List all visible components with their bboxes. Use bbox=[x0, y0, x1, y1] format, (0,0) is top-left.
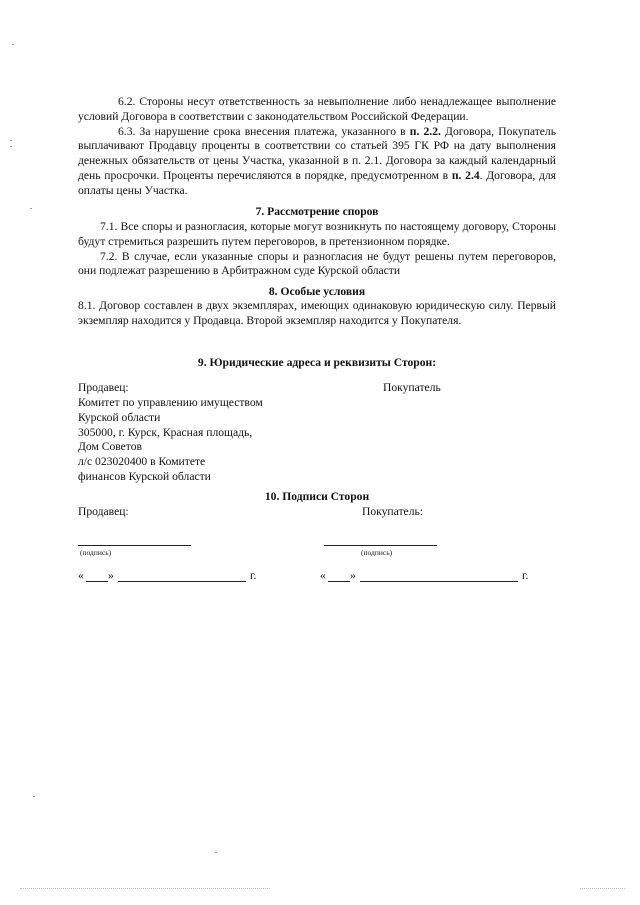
clause-8-1: 8.1. Договор составлен в двух экземплярах, имеющих одинаковую юридическую силу. Первый экземпляр находится у Продавца. Второй экземпляр находится у Покупателя. bbox=[78, 299, 556, 327]
section-9-title: 9. Юридические адреса и реквизиты Сторон: bbox=[197, 356, 437, 369]
seller-signature-label: Продавец: bbox=[78, 505, 129, 518]
clause-7-2: 7.2. В случае, если указанные споры и разногласия не будут решены путем переговоров, они подлежат разрешению в Арбитражном суде Курской области bbox=[78, 249, 556, 278]
clause-6-2: 6.2. Стороны несут ответственность за невыполнение либо ненадлежащее выполнение условий Договора в соответствии с законодательством Российской Федерации. bbox=[78, 95, 556, 123]
seller-date-year-suffix: г. bbox=[250, 569, 257, 582]
buyer-date-day-line bbox=[328, 581, 350, 582]
seller-signature-line bbox=[78, 545, 191, 546]
seller-line: Курской области bbox=[78, 410, 161, 424]
buyer-date-quote-close: » bbox=[350, 569, 356, 582]
section-7-title: 7. Рассмотрение споров bbox=[255, 205, 379, 218]
buyer-signature-caption: (подпись) bbox=[361, 548, 393, 557]
section-10-title: 10. Подписи Сторон bbox=[264, 490, 370, 503]
buyer-date-year-suffix: г. bbox=[522, 569, 529, 582]
scan-edge-artifact bbox=[20, 888, 270, 890]
clause-7-1: 7.1. Все споры и разногласия, которые могут возникнуть по настоящему договору, Стороны будут стремиться разрешить путем переговоров, в претензионном порядке. bbox=[78, 220, 556, 248]
buyer-date-quote-open: « bbox=[320, 569, 326, 582]
scan-speck bbox=[30, 208, 32, 209]
seller-line: финансов Курской области bbox=[78, 469, 211, 483]
seller-date-day-line bbox=[86, 581, 108, 582]
scan-speck bbox=[12, 44, 14, 45]
scan-edge-artifact bbox=[580, 888, 625, 890]
buyer-date-month-line bbox=[360, 581, 518, 582]
section-8-title: 8. Особые условия bbox=[268, 285, 366, 298]
scan-speck bbox=[10, 146, 12, 147]
seller-date-quote-close: » bbox=[108, 569, 114, 582]
scan-speck bbox=[33, 796, 35, 797]
seller-date-quote-open: « bbox=[78, 569, 84, 582]
seller-line: Комитет по управлению имуществом bbox=[78, 396, 263, 409]
seller-signature-caption: (подпись) bbox=[80, 548, 112, 557]
seller-requisites-label: Продавец: bbox=[78, 381, 129, 394]
seller-date-month-line bbox=[118, 581, 246, 582]
buyer-signature-label: Покупатель: bbox=[362, 505, 423, 518]
seller-line: л/с 023020400 в Комитете bbox=[78, 455, 206, 469]
scan-speck bbox=[215, 852, 217, 853]
scan-speck bbox=[10, 140, 12, 141]
buyer-requisites-label: Покупатель bbox=[383, 381, 441, 394]
seller-requisites bbox=[78, 396, 263, 485]
section-6 bbox=[78, 95, 556, 199]
buyer-signature-line bbox=[324, 545, 437, 546]
clause-6-3: 6.3. За нарушение срока внесения платежа, указанного в п. 2.2. Договора, Покупатель выплачивают Продавцу проценты в соответствии со статьей 395 ГК РФ на дату выполнения денежных обязательств от цены Участка, указанной в п. 2.1. Договора за каждый календарный день просрочки. Проценты перечисляются в порядке, предусмотренном в п. 2.4. Договора, для оплаты цены Участка. bbox=[78, 124, 556, 197]
seller-line: 305000, г. Курск, Красная площадь, bbox=[78, 425, 253, 439]
section-7 bbox=[78, 220, 556, 279]
seller-line: Дом Советов bbox=[78, 440, 142, 454]
section-8 bbox=[78, 299, 556, 329]
